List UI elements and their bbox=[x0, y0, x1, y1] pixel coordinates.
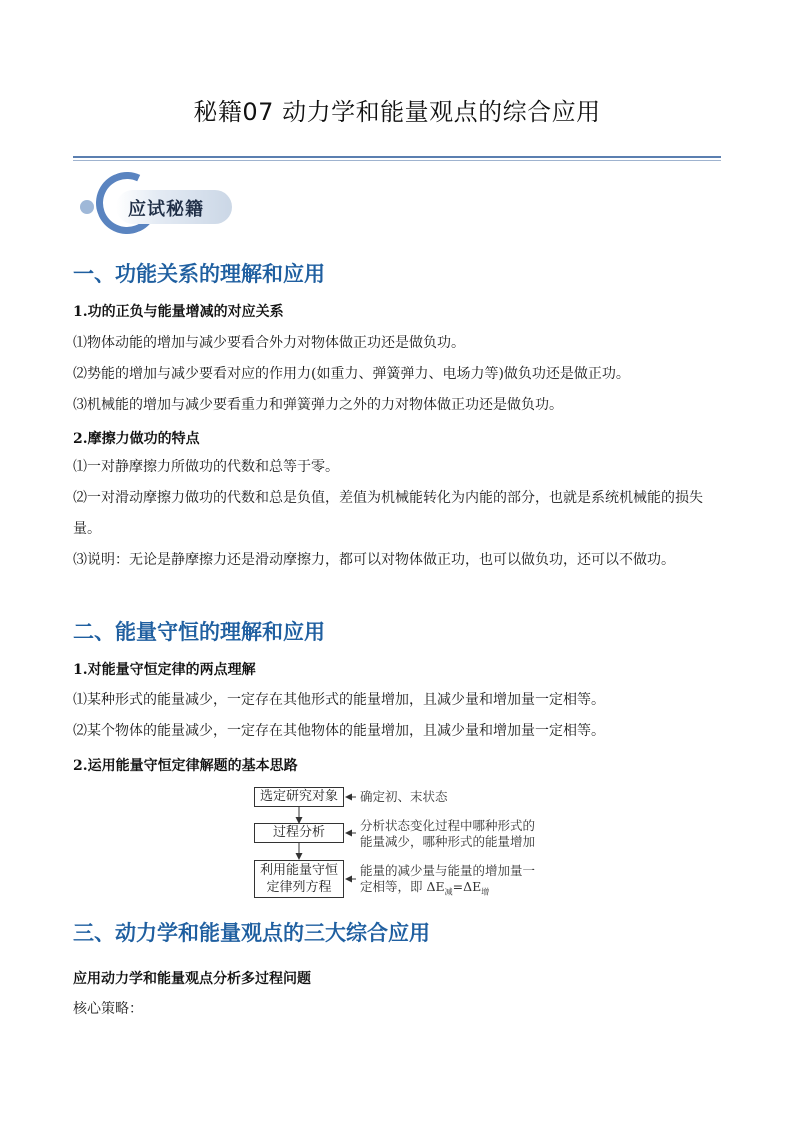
flow-step-3 bbox=[254, 860, 344, 898]
subscript-decrease: 减 bbox=[444, 887, 453, 897]
subscript-increase: 增 bbox=[481, 887, 490, 897]
paragraph: ⑵一对滑动摩擦力做功的代数和总是负值，差值为机械能转化为内能的部分，也就是系统机械能的损失量。 bbox=[73, 490, 703, 537]
paragraph: ⑵某个物体的能量减少，一定存在其他物体的能量增加，且减少量和增加量一定相等。 bbox=[73, 723, 605, 739]
page-title: 秘籍07 动力学和能量观点的综合应用 bbox=[193, 98, 601, 126]
paragraph: ⑶说明：无论是静摩擦力还是滑动摩擦力，都可以对物体做正功，也可以做负功，还可以不做功。 bbox=[73, 552, 675, 568]
section-heading-2: 二、能量守恒的理解和应用 bbox=[73, 620, 325, 644]
flow-step-3-line1: 利用能量守恒 bbox=[259, 863, 338, 878]
subheading: 1.功的正负与能量增减的对应关系 bbox=[73, 304, 284, 320]
section-heading-3: 三、动力学和能量观点的三大综合应用 bbox=[73, 921, 430, 945]
paragraph: ⑵势能的增加与减少要看对应的作用力(如重力、弹簧弹力、电场力等)做负功还是做正功。 bbox=[73, 366, 630, 382]
subheading: 应用动力学和能量观点分析多过程问题 bbox=[73, 971, 311, 987]
flow-note-3-line1: 能量的减少量与能量的增加量一 bbox=[360, 863, 536, 878]
flow-note-2-line2: 能量减少，哪种形式的能量增加 bbox=[360, 834, 536, 849]
title-divider bbox=[73, 156, 721, 158]
paragraph: ⑶机械能的增加与减少要看重力和弹簧弹力之外的力对物体做正功还是做负功。 bbox=[73, 397, 563, 413]
flow-note-3-eq: =ΔE bbox=[452, 879, 482, 894]
subheading: 2.运用能量守恒定律解题的基本思路 bbox=[73, 758, 298, 774]
subheading: 1.对能量守恒定律的两点理解 bbox=[73, 662, 256, 678]
section-badge bbox=[76, 170, 236, 240]
flow-step-1: 选定研究对象 bbox=[254, 787, 344, 807]
flow-note-2 bbox=[360, 818, 535, 850]
subheading: 2.摩擦力做功的特点 bbox=[73, 431, 200, 447]
paragraph: ⑴一对静摩擦力所做功的代数和总等于零。 bbox=[73, 459, 339, 475]
flow-step-3-line2: 定律列方程 bbox=[266, 880, 332, 895]
flow-note-3-line2 bbox=[360, 879, 535, 901]
flow-step-2: 过程分析 bbox=[254, 823, 344, 843]
flowchart bbox=[254, 785, 564, 900]
flow-note-1: 确定初、末状态 bbox=[360, 789, 448, 804]
flow-note-3 bbox=[360, 863, 535, 901]
paragraph: 核心策略： bbox=[73, 1001, 143, 1017]
badge-label: 应试秘籍 bbox=[128, 199, 204, 220]
paragraph: ⑴物体动能的增加与减少要看合外力对物体做正功还是做负功。 bbox=[73, 335, 465, 351]
flow-note-2-line1: 分析状态变化过程中哪种形式的 bbox=[360, 818, 536, 833]
title-divider-thin bbox=[73, 160, 721, 161]
section-heading-1: 一、功能关系的理解和应用 bbox=[73, 262, 325, 286]
paragraph: ⑴某种形式的能量减少，一定存在其他形式的能量增加，且减少量和增加量一定相等。 bbox=[73, 692, 605, 708]
badge-dot-icon bbox=[80, 200, 94, 214]
flow-note-3-prefix: 定相等，即 ΔE bbox=[360, 879, 445, 894]
